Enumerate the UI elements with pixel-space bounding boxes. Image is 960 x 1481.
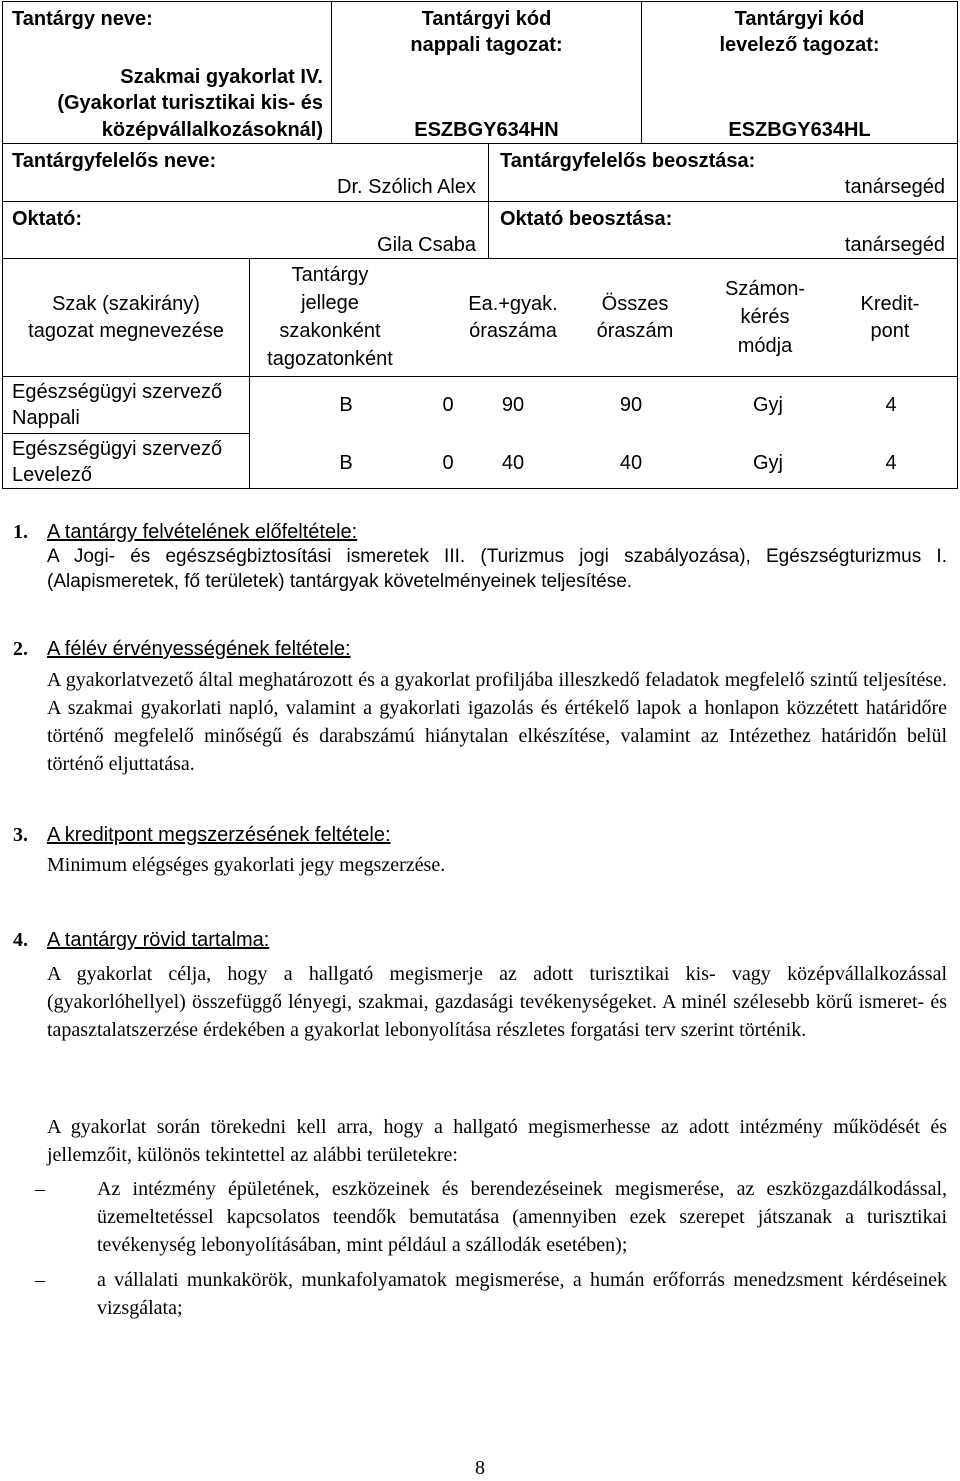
section-heading [13,520,947,544]
subject-name-line: középvállalkozásoknál) [101,119,323,141]
row-credit: 4 [885,452,897,474]
section-text: A gyakorlatvezető által meghatározott és a gyakorlat profiljába illeszkedő feladatok megfelelő szintű teljesítése. A szakmai gyakorlati napló, valamint a gyakorlati igazolás és értékelő lapok a honlapon közzétett határidőre történő megfelelő minőségű és darabszámú hiánytalan elkészítése, valamint az Intézethez határidőn belül történő eljuttatása. [47,669,947,775]
section-heading [13,637,947,661]
header-type: tagozatonként [267,348,393,370]
section-number: 1. [13,521,28,543]
list-item [35,1266,947,1322]
row-hours: 0 [442,394,454,416]
row-program: Nappali [12,407,80,429]
section-number: 4. [13,929,28,951]
row-program: Levelező [12,464,93,486]
section-content [13,928,947,1044]
row-type: B [339,452,353,474]
header-hours: Ea.+gyak. [468,293,558,315]
row-credit: 4 [885,394,897,416]
row-program: Egészségügyi szervező [12,381,223,403]
header-program: Szak (szakirány) [52,293,200,315]
section-text: Minimum elégséges gyakorlati jegy megszerzése. [47,854,446,876]
subject-name-line: Szakmai gyakorlat IV. [120,66,323,88]
section-title: A tantárgy rövid tartalma: [47,929,270,951]
header-credit: pont [870,320,910,342]
dash-bullet-icon: – [35,1178,45,1200]
section-heading [13,823,947,847]
list-item-text: a vállalati munkakörök, munkafolyamatok megismerése, a humán erőforrás menedzsment kérdéseinek vizsgálata; [97,1269,947,1319]
subject-name-label: Tantárgy neve: [12,8,153,30]
header-credit: Kredit- [860,293,920,315]
code-correspondence-value: ESZBGY634HL [728,119,871,141]
header-hours: óraszáma [469,320,557,342]
responsible-position-label: Tantárgyfelelős beosztása: [500,150,756,172]
teacher-position-value: tanársegéd [844,234,945,256]
section-title: A kreditpont megszerzésének feltétele: [47,824,391,846]
page-number: 8 [475,1457,485,1479]
header-exam: kérés [740,306,790,328]
dash-bullet-icon: – [35,1269,45,1291]
header-exam: Számon- [724,278,806,300]
section-validity [13,637,947,778]
code-day-label: nappali tagozat: [410,34,563,56]
code-correspondence-label: levelező tagozat: [719,34,880,56]
teacher-position-label: Oktató beosztása: [500,208,673,230]
row-hours2: 40 [501,452,525,474]
section-text: A gyakorlat célja, hogy a hallgató megismerje az adott turisztikai kis- vagy középvállalkozással (gyakorlóhellyel) összefüggő lényegi, szakmai, gazdasági tevékenységeket. A minél szélesebb körű ismeret- és tapasztalatszerzése érdekében a gyakorlat lebonyolítása részletes forgatási terv szerint történik. [47,963,947,1041]
code-correspondence-label: Tantárgyi kód [734,8,865,30]
responsible-name-value: Dr. Szólich Alex [337,176,476,198]
section-title: A félév érvényességének feltétele: [47,638,351,660]
row-exam: Gyj [753,452,783,474]
section-prerequisite [13,520,947,594]
row-total: 90 [619,394,643,416]
teacher-label: Oktató: [12,208,82,230]
extra-paragraph: A gyakorlat során törekedni kell arra, hogy a hallgató megismerhesse az adott intézmény működését és jellemzőit, különös tekintettel az alábbi területekre: [47,1116,947,1166]
code-day-value: ESZBGY634HN [414,119,559,141]
code-day-label: Tantárgyi kód [421,8,552,30]
teacher-value: Gila Csaba [377,234,476,256]
subject-info-table [2,1,958,489]
list-item-text: Az intézmény épületének, eszközeinek és berendezéseinek megismerése, az eszközgazdálkodással, üzemeltetéssel kapcsolatos teendők bemutatása (amennyiben ezek szerepet játszanak a turisztikai tevékenység lebonyolításában, mint például a szállodák esetében); [97,1178,947,1256]
row-type: B [339,394,353,416]
section-title: A tantárgy felvételének előfeltétele: [47,521,358,543]
header-total: Összes [601,293,669,315]
section-credit [13,823,947,879]
subject-name-line: (Gyakorlat turisztikai kis- és [57,92,323,114]
header-type: szakonként [279,320,381,342]
row-total: 40 [619,452,643,474]
header-type: jellege [301,292,359,314]
row-program: Egészségügyi szervező [12,438,223,460]
row-hours2: 90 [501,394,525,416]
responsible-position-value: tanársegéd [844,176,945,198]
header-program: tagozat megnevezése [28,320,224,342]
section-number: 2. [13,638,28,660]
header-type: Tantárgy [291,264,369,286]
practice-areas [13,1113,947,1322]
row-hours: 0 [442,452,454,474]
list-item [35,1175,947,1259]
section-number: 3. [13,824,28,846]
section-text: A Jogi- és egészségbiztosítási ismeretek III. (Turizmus jogi szabályozása), Egészségturizmus I. (Alapismeretek, fő területek) tantárgyak követelményeinek teljesítése. [47,546,947,592]
header-exam: módja [737,335,793,357]
row-exam: Gyj [753,394,783,416]
section-heading [13,928,947,952]
header-total: óraszám [596,320,674,342]
responsible-name-label: Tantárgyfelelős neve: [12,150,217,172]
